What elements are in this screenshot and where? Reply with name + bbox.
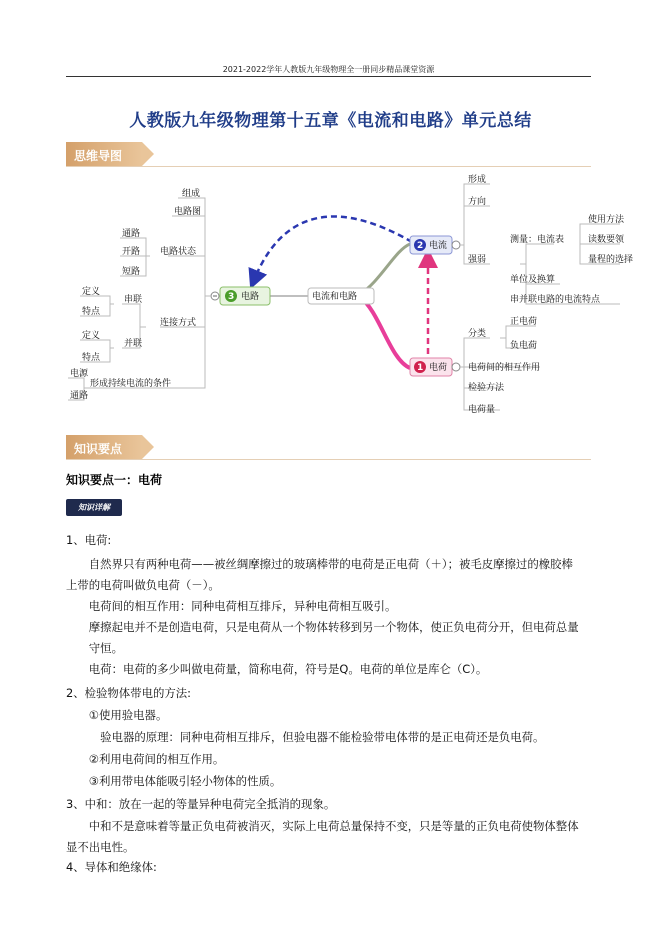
paragraph-line: 电荷间的相互作用：同种电荷相互排斥，异种电荷相互吸引。 <box>66 599 397 613</box>
mind-map <box>60 172 634 424</box>
knowledge-tag-rule <box>66 459 591 460</box>
center-node-label: 电流和电路 <box>312 292 358 302</box>
charge-fenlei: 分类 <box>468 329 487 339</box>
paragraph-line: 显不出电性。 <box>66 840 135 854</box>
circuit-connect: 连接方式 <box>160 318 197 328</box>
current-qiangruo: 强弱 <box>468 255 487 265</box>
mindmap-tag-label: 思维导图 <box>74 149 123 163</box>
page-title: 人教版九年级物理第十五章《电流和电路》单元总结 <box>129 111 532 131</box>
circuit-duanlu: 短路 <box>122 267 141 277</box>
charge-amount: 电荷量 <box>468 405 496 415</box>
circuit-zucheng: 组成 <box>182 189 201 199</box>
knowledge-badge: 知识详解 <box>66 499 122 516</box>
circuit-binglian: 并联 <box>124 339 143 349</box>
current-xingcheng: 形成 <box>468 175 487 185</box>
mindmap-tag-rule <box>66 166 591 167</box>
circuit-chuanlian: 串联 <box>124 295 143 305</box>
paragraph-line: 自然界只有两种电荷——被丝绸摩擦过的玻璃棒带的电荷是正电荷（＋）；被毛皮摩擦过的橡胶棒 <box>66 557 573 571</box>
charge-node-num: 1 <box>417 363 424 373</box>
paragraph-line: ①使用验电器。 <box>66 708 168 722</box>
mindmap-tag <box>66 142 142 166</box>
current-collapse-icon[interactable] <box>452 241 460 249</box>
paragraph-line: ③利用带电体能吸引轻小物体的性质。 <box>66 774 282 788</box>
section-heading: 知识要点一：电荷 <box>66 473 163 487</box>
charge-interact: 电荷间的相互作用 <box>468 363 541 373</box>
circuit-node-label: 电路 <box>241 292 260 302</box>
dashed-arrow-current-to-circuit <box>254 216 412 280</box>
paragraph-line: 2、检验物体带电的方法: <box>66 686 191 700</box>
header-rule <box>66 76 591 77</box>
branch-to-current <box>360 244 410 294</box>
charge-collapse-icon[interactable] <box>452 363 460 371</box>
paragraph-line: 验电器的原理：同种电荷相互排斥，但验电器不能检验带电体带的是正电荷还是负电荷。 <box>66 730 545 744</box>
charge-fu: 负电荷 <box>510 341 538 351</box>
paragraph-line: 中和不是意味着等量正负电荷被消灭，实际上电荷总量保持不变，只是等量的正负电荷使物体整体 <box>66 819 579 833</box>
current-measure: 测量：电流表 <box>510 235 565 245</box>
circuit-tonglu: 通路 <box>122 229 141 239</box>
current-unit: 单位及换算 <box>510 275 556 285</box>
current-node-label: 电流 <box>429 241 448 251</box>
circuit-tedian1: 特点 <box>82 307 101 317</box>
current-range: 量程的选择 <box>588 255 634 265</box>
circuit-dianyuan: 电源 <box>70 369 89 379</box>
circuit-diantu: 电路图 <box>174 207 202 217</box>
current-node-num: 2 <box>417 241 424 251</box>
current-fangxiang: 方向 <box>468 197 487 207</box>
current-use: 使用方法 <box>588 215 625 225</box>
charge-zheng: 正电荷 <box>510 317 538 327</box>
branch-to-charge <box>360 297 410 368</box>
charge-node-label: 电荷 <box>429 363 448 373</box>
circuit-tedian2: 特点 <box>82 353 101 363</box>
circuit-state: 电路状态 <box>160 247 197 257</box>
circuit-node-num: 3 <box>228 292 235 302</box>
paragraph-line: 守恒。 <box>66 641 123 655</box>
charge-detect: 检验方法 <box>468 383 505 393</box>
paragraph-line: 摩擦起电并不是创造电荷，只是电荷从一个物体转移到另一个物体，使正负电荷分开，但电荷总量 <box>66 620 579 634</box>
knowledge-tag-label: 知识要点 <box>74 442 123 456</box>
paragraph-line: 电荷：电荷的多少叫做电荷量，简称电荷，符号是Q。电荷的单位是库仑（C）。 <box>66 662 488 676</box>
paragraph-line: 上带的电荷叫做负电荷（－）。 <box>66 578 220 592</box>
paragraph-line: 4、导体和绝缘体: <box>66 860 157 874</box>
paragraph-line: 3、中和：放在一起的等量异种电荷完全抵消的现象。 <box>66 797 336 811</box>
paragraph-line: 1、电荷: <box>66 533 112 547</box>
current-read: 读数要领 <box>588 235 625 245</box>
circuit-tonglu2: 通路 <box>70 391 89 401</box>
paragraph-line: ②利用电荷间的相互作用。 <box>66 752 225 766</box>
knowledge-tag <box>66 435 142 459</box>
current-series: 串并联电路的电流特点 <box>510 295 601 305</box>
circuit-condition: 形成持续电流的条件 <box>90 379 172 389</box>
circuit-kailu: 开路 <box>122 247 141 257</box>
circuit-dingyi1: 定义 <box>82 287 101 297</box>
circuit-dingyi2: 定义 <box>82 331 101 341</box>
page-header: 2021-2022学年人教版九年级物理全一册同步精品课堂资源 <box>222 65 435 74</box>
